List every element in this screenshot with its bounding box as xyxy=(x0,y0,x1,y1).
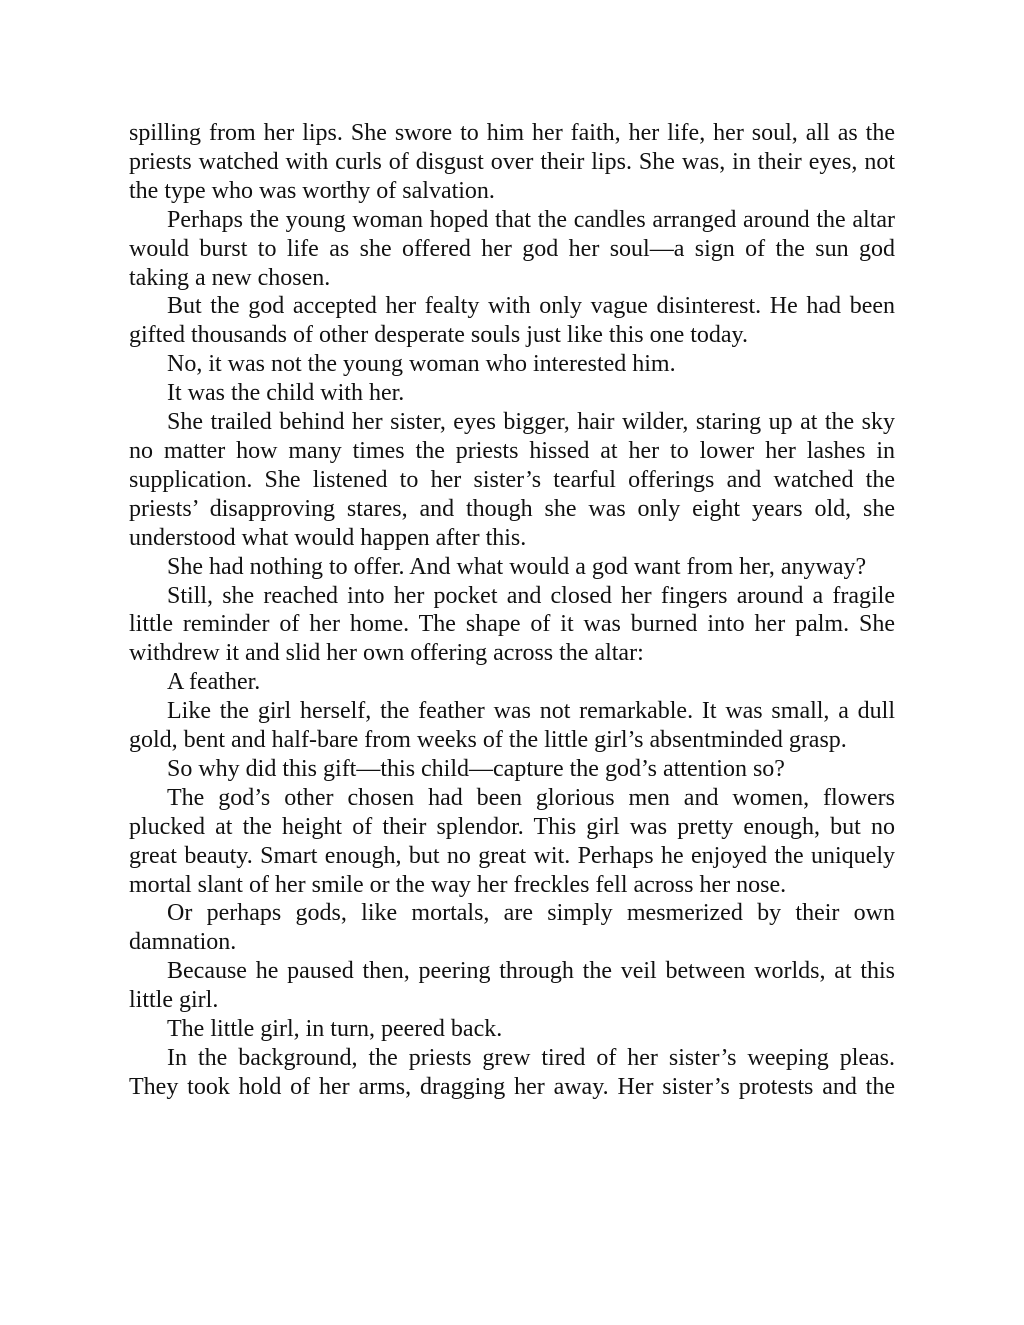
paragraph-1: spilling from her lips. She swore to him her faith, her life, her soul, all as the priests watched with curls of disgust over their lips. She was, in their eyes, not the type who was worthy of salvation. xyxy=(129,120,895,204)
paragraph-7: She had nothing to offer. And what would a god want from her, anyway? xyxy=(167,553,867,580)
paragraph-3: But the god accepted her fealty with only vague disinterest. He had been gifted thousands of other desperate souls just like this one today. xyxy=(129,293,895,349)
paragraph-16: In the background, the priests grew tired of her sister’s weeping pleas. They took hold of her arms, dragging her away. Her sister’s protests and the xyxy=(129,1045,895,1100)
paragraph-15: The little girl, in turn, peered back. xyxy=(167,1016,503,1043)
paragraph-9: A feather. xyxy=(167,669,261,696)
paragraph-8: Still, she reached into her pocket and closed her fingers around a fragile little reminder of her home. The shape of it was burned into her palm. She withdrew it and slid her own offering across the altar: xyxy=(129,582,895,667)
paragraph-14: Because he paused then, peering through the veil between worlds, at this little girl. xyxy=(129,958,895,1014)
paragraph-12: The god’s other chosen had been glorious men and women, flowers plucked at the height of their splendor. This girl was pretty enough, but no great beauty. Smart enough, but no great wit. Perhaps he enjoyed the uniquely mortal slant of her smile or the way her freckles fell across her nose. xyxy=(129,784,895,898)
paragraph-11: So why did this gift—this child—capture the god’s attention so? xyxy=(167,755,785,782)
paragraph-4: No, it was not the young woman who interested him. xyxy=(167,351,676,378)
paragraph-10: Like the girl herself, the feather was not remarkable. It was small, a dull gold, bent and half-bare from weeks of the little girl’s absentminded grasp. xyxy=(129,698,895,754)
paragraph-6: She trailed behind her sister, eyes bigger, hair wilder, staring up at the sky no matter how many times the priests hissed at her to lower her lashes in supplication. She listened to her sister’s tearful offerings and watched the priests’ disapproving stares, and though she was only eight years old, she understood what would happen after this. xyxy=(129,409,895,551)
page-body xyxy=(129,119,895,1102)
paragraph-2: Perhaps the young woman hoped that the candles arranged around the altar would burst to life as she offered her god her soul—a sign of the sun god taking a new chosen. xyxy=(129,206,895,291)
paragraph-5: It was the child with her. xyxy=(167,380,405,407)
paragraph-13: Or perhaps gods, like mortals, are simply mesmerized by their own damnation. xyxy=(129,900,895,956)
